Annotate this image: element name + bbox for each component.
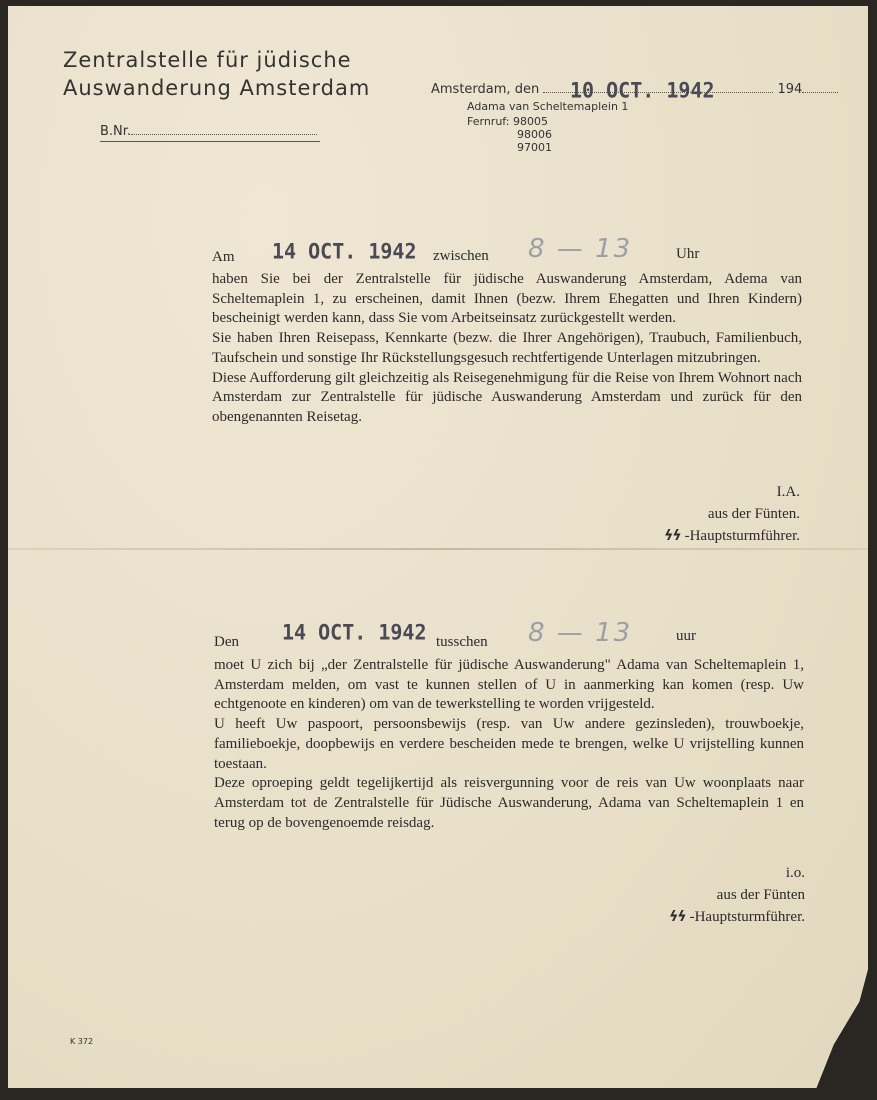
german-paragraph-3: Diese Aufforderung gilt gleichzeitig als Reisegenehmigung für die Reise von Ihrem Wohnort nach Amsterdam zur Zentralstelle für jüdische Auswanderung Amsterdam und zurück für den obengenannten Reisetag. [212, 369, 802, 425]
dutch-sig-line-1: i.o. [785, 865, 805, 881]
dutch-paragraph-1: moet U zich bij „der Zentralstelle für jüdische Auswanderung" Adama van Scheltemaplein 1, Amsterdam melden, om vast te kunnen stellen of U in aanmerking kan komen (resp. Uw echtgenoote en kinderen) om van de tewerkstelling te worden vrijgesteld. [214, 657, 804, 713]
phone-row-1 [467, 115, 628, 128]
dutch-time-handwritten: 8 — 13 [528, 618, 633, 648]
german-sig-line-1: I.A. [776, 484, 800, 500]
ss-symbol-2: ϟϟ [669, 909, 686, 925]
dutch-sig-rank-line [560, 906, 805, 928]
phone-row-3 [467, 141, 628, 154]
dutch-sig-rank: -Hauptsturmführer. [689, 909, 805, 925]
dutch-signature-block [560, 862, 805, 928]
dutch-body [214, 656, 804, 833]
phone-2: 98006 [517, 128, 552, 141]
phone-row-2 [467, 128, 628, 141]
year-dotted-line [802, 92, 838, 93]
phone-3: 97001 [517, 141, 552, 154]
header-date-stamp: 10 OCT. 1942 [570, 77, 715, 103]
german-paragraph-1: haben Sie bei der Zentralstelle für jüdische Auswanderung Amsterdam, Adema van Scheltemaplein 1, zu erscheinen, damit Ihnen (bezw. Ihrem Ehegatten und Ihren Kindern) bescheinigt werden kann, dass Sie vom Arbeitseinsatz zurückgestellt werden. [212, 271, 802, 327]
ss-symbol: ϟϟ [664, 528, 681, 544]
organization-name [63, 46, 370, 102]
bnr-dotted-line [131, 134, 317, 135]
dutch-date-label: Den [214, 634, 239, 650]
german-sig-rank: -Hauptsturmführer. [684, 528, 800, 544]
dutch-sig-line-2: aus der Fünten [716, 887, 805, 903]
org-line-2: Auswanderung Amsterdam [63, 76, 371, 100]
bnr-underline [100, 141, 320, 142]
address-block [467, 100, 628, 154]
bnr-label: B.Nr. [100, 124, 132, 139]
german-sig-rank-line [560, 525, 800, 547]
fold-line [8, 548, 868, 550]
german-time-handwritten: 8 — 13 [528, 234, 633, 264]
place-label: Amsterdam, den [431, 82, 540, 97]
dutch-hour-label: uur [676, 628, 696, 644]
german-date-stamp: 14 OCT. 1942 [272, 238, 417, 264]
phone-label: Fernruf: [467, 115, 510, 128]
german-signature-block [560, 481, 800, 547]
dutch-paragraph-3: Deze oproeping geldt tegelijkertijd als reisvergunning voor de reis van Uw woonplaats naar Amsterdam tot de Zentralstelle für Jüdische Auswanderung, Adama van Scheltemaplein 1 en terug op de bovengenoemde reisdag. [214, 775, 804, 831]
dutch-date-stamp: 14 OCT. 1942 [282, 619, 427, 645]
year-prefix: 194 [777, 82, 803, 97]
phone-1: 98005 [512, 115, 548, 128]
bnr-field [100, 124, 320, 142]
german-body [212, 270, 802, 428]
german-sig-line-2: aus der Fünten. [707, 506, 800, 522]
form-code: K 372 [70, 1037, 94, 1046]
german-date-label: Am [212, 249, 235, 265]
german-between-label: zwischen [433, 248, 489, 264]
dutch-paragraph-2: U heeft Uw paspoort, persoonsbewijs (resp. van Uw andere gezinsleden), trouwboekje, familieboekje, doopbewijs en verdere bescheiden mede te brengen, welke U vrijstelling kunnen toestaan. [214, 716, 804, 772]
dutch-between-label: tusschen [436, 634, 488, 650]
german-hour-label: Uhr [676, 246, 700, 262]
german-paragraph-2: Sie haben Ihren Reisepass, Kennkarte (bezw. die Ihrer Angehörigen), Traubuch, Familienbuch, Taufschein und sonstige Ihr Rückstellungsgesuch rechtfertigende Unterlagen mitzubringen. [212, 330, 802, 366]
address-line: Adama van Scheltemaplein 1 [467, 100, 629, 113]
org-line-1: Zentralstelle für jüdische [63, 48, 352, 72]
